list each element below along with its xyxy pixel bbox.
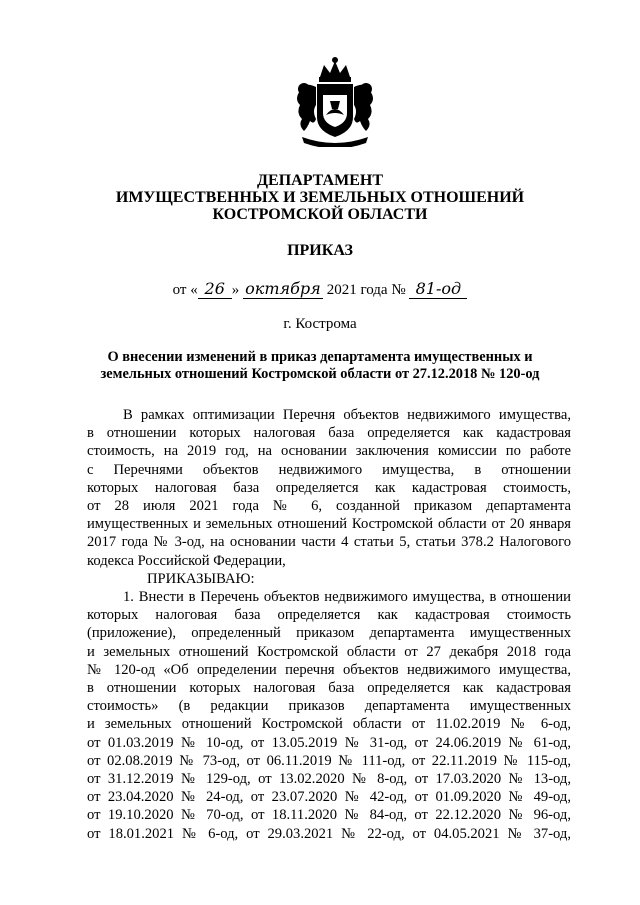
body-line: стоимость, на 2019 год, на основании заключения комиссии по работе — [87, 443, 571, 460]
body-line: от 18.01.2021 № 6-од, от 29.03.2021 № 22-од, от 04.05.2021 № 37-од, — [87, 825, 571, 842]
date-year-text: 2021 года № — [326, 282, 406, 298]
date-mid: » — [231, 282, 240, 298]
date-prefix: от « — [172, 282, 198, 298]
department-line-1: ДЕПАРТАМЕНТ — [257, 172, 383, 189]
body-line: от 02.08.2019 № 73-од, от 06.11.2019 № 111-од, от 22.11.2019 № 115-од, — [87, 752, 571, 769]
order-number-handwritten: 81-од — [409, 279, 467, 299]
department-line-2: ИМУЩЕСТВЕННЫХ И ЗЕМЕЛЬНЫХ ОТНОШЕНИЙ — [115, 189, 525, 206]
body-line: в отношении которых налоговая база определяется как кадастровая — [87, 425, 571, 442]
subject-line-2: земельных отношений Костромской области от 27.12.2018 № 120-од — [100, 366, 540, 382]
order-subject — [0, 349, 640, 383]
body-line: стоимость» (в редакции приказов департамента имущественных — [87, 698, 571, 715]
body-line: 2017 года № 3-од, на основании части 4 статьи 5, статьи 378.2 Налогового — [87, 534, 571, 551]
order-word: ПРИКАЗЫВАЮ: — [147, 570, 255, 587]
body-line: 1. Внести в Перечень объектов недвижимого имущества, в отношении — [123, 589, 571, 606]
city-name: г. Кострома — [283, 316, 357, 332]
body-line: В рамках оптимизации Перечня объектов недвижимого имущества, — [123, 407, 571, 423]
document-type: ПРИКАЗ — [287, 242, 353, 259]
order-body — [87, 406, 571, 843]
body-line: имущественных и земельных отношений Костромской области от 20 января — [87, 516, 571, 533]
body-line: № 120-од «Об определении перечня объектов недвижимого имущества, — [87, 661, 571, 678]
department-line-3: КОСТРОМСКОЙ ОБЛАСТИ — [212, 206, 428, 223]
body-line: которых налоговая база определяется как кадастровая стоимость — [87, 607, 571, 624]
date-day-handwritten: 26 — [198, 279, 232, 299]
body-line: с Перечнями объектов недвижимого имущества, в отношении — [87, 461, 571, 478]
body-line: и земельных отношений Костромской области от 27 декабря 2018 года — [87, 643, 571, 660]
department-heading — [0, 172, 640, 223]
body-line: от 19.10.2020 № 70-од, от 18.11.2020 № 84-од, от 22.12.2020 № 96-од, — [87, 807, 571, 824]
coat-of-arms-emblem-icon — [290, 55, 380, 147]
body-line: и земельных отношений Костромской области от 11.02.2019 № 6-од, — [87, 716, 571, 733]
body-line: (приложение), определенный приказом департамента имущественных — [87, 625, 571, 642]
body-line: от 23.04.2020 № 24-од, от 23.07.2020 № 42-од, от 01.09.2020 № 49-од, — [87, 789, 571, 806]
body-line: кодекса Российской Федерации, — [87, 552, 286, 569]
subject-line-1: О внесении изменений в приказ департамента имущественных и — [107, 349, 533, 365]
date-line — [0, 279, 640, 299]
date-month-handwritten: октября — [243, 279, 323, 299]
body-line: которых налоговая база определяется как кадастровая стоимость, — [87, 479, 571, 496]
body-line: от 28 июля 2021 года № 6, созданной приказом департамента — [87, 498, 571, 515]
body-line: в отношении которых налоговая база определяется как кадастровая — [87, 680, 571, 697]
body-line: от 01.03.2019 № 10-од, от 13.05.2019 № 31-од, от 24.06.2019 № 61-од, — [87, 734, 571, 751]
body-line: от 31.12.2019 № 129-од, от 13.02.2020 № 8-од, от 17.03.2020 № 13-од, — [87, 771, 571, 788]
